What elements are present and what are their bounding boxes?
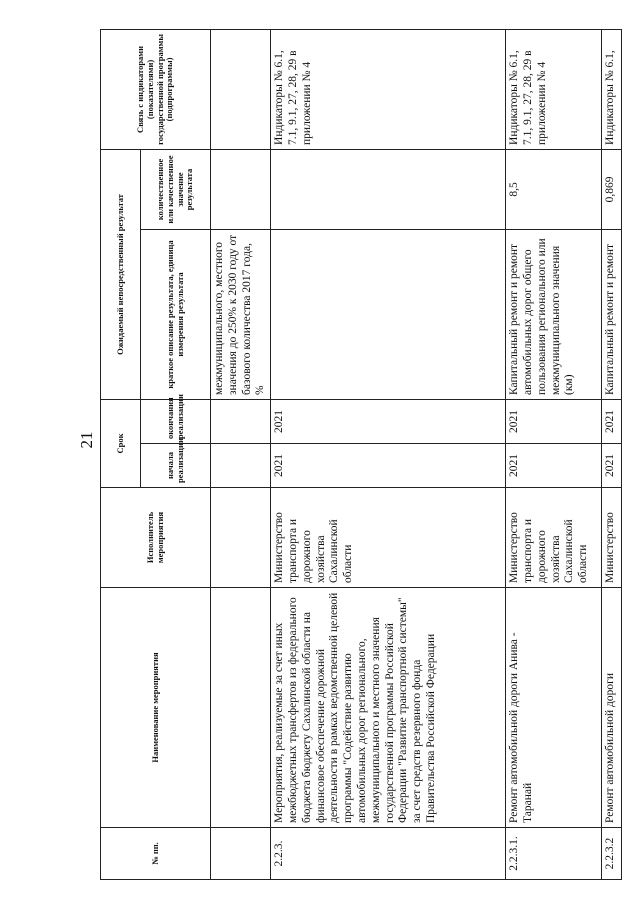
cell-brief: Капитальный ремонт и ремонт автомобильных дорог общего пользования регионального или межмуниципального значения (км) xyxy=(506,229,602,399)
cell-qty: 8,5 xyxy=(506,149,602,229)
cell-name: Ремонт автомобильной дороги Анива - Таранай xyxy=(506,588,602,828)
header-link: Связь с индикаторами (показателями) государственной программы (подпрограммы) xyxy=(101,29,211,149)
header-term: Срок xyxy=(101,399,141,487)
cell-num: 2.2.3.1. xyxy=(506,828,602,880)
table-row xyxy=(271,29,506,879)
header-num: № пп. xyxy=(101,828,211,880)
cell-num xyxy=(211,828,271,880)
cell-name: Ремонт автомобильной дороги xyxy=(602,588,622,828)
cell-qty xyxy=(271,149,506,229)
cell-qty xyxy=(211,149,271,229)
header-expected: Ожидаемый непосредственный результат xyxy=(101,149,141,399)
cell-name xyxy=(211,588,271,828)
cell-qty: 0,869 xyxy=(602,149,622,229)
rotated-table-wrapper xyxy=(100,30,620,880)
page-number: 21 xyxy=(77,431,96,449)
cell-num: 2.2.3. xyxy=(271,828,506,880)
cell-start: 2021 xyxy=(602,444,622,488)
cell-name: Мероприятия, реализуемые за счет иных межбюджетных трансфертов из федерального бюджета бюджету Сахалинской области на финансовое обеспечение дорожной деятельности в рамках ведомственной целевой программы "Содействие развитию автомобильных дорог регионального, межмуниципального и местного значения государственной программы Российской Федерации "Развитие транспортной системы" за счет средств резервного фонда Правительства Российской Федерации xyxy=(271,588,506,828)
header-brief: краткое описание результата, единица измерения результата xyxy=(141,229,211,399)
cell-end xyxy=(211,399,271,443)
cell-executor: Министерство транспорта и дорожного хозяйства Сахалинской области xyxy=(271,488,506,588)
cell-link xyxy=(211,29,271,149)
cell-brief: Капитальный ремонт и ремонт xyxy=(602,229,622,399)
header-term-end: окончания реализации xyxy=(141,399,211,443)
table-row xyxy=(211,29,271,879)
cell-executor: Министерство транспорта и дорожного хозяйства Сахалинской области xyxy=(506,488,602,588)
cell-link: Индикаторы № 6.1, 7.1, 9.1, 27, 28, 29 в приложении № 4 xyxy=(271,29,506,149)
cell-num: 2.2.3.2 xyxy=(602,828,622,880)
measures-table xyxy=(100,29,622,880)
cell-start xyxy=(211,444,271,488)
header-name: Наименование мероприятия xyxy=(101,588,211,828)
header-quantity: количественное или качественное значение результата xyxy=(141,149,211,229)
table-row xyxy=(506,29,602,879)
header-executor: Исполнитель мероприятия xyxy=(101,488,211,588)
cell-start: 2021 xyxy=(506,444,602,488)
header-term-start: начала реализации xyxy=(141,444,211,488)
cell-link: Индикаторы № 6.1, 7.1, 9.1, 27, 28, 29 в приложении № 4 xyxy=(506,29,602,149)
cell-executor: Министерство xyxy=(602,488,622,588)
cell-brief: межмуниципального, местного значения до 250% к 2030 году от базового количества 2017 года, % xyxy=(211,229,271,399)
table-row xyxy=(602,29,622,879)
cell-end: 2021 xyxy=(602,399,622,443)
cell-link: Индикаторы № 6.1, xyxy=(602,29,622,149)
cell-start: 2021 xyxy=(271,444,506,488)
cell-executor xyxy=(211,488,271,588)
cell-end: 2021 xyxy=(506,399,602,443)
cell-brief xyxy=(271,229,506,399)
cell-end: 2021 xyxy=(271,399,506,443)
